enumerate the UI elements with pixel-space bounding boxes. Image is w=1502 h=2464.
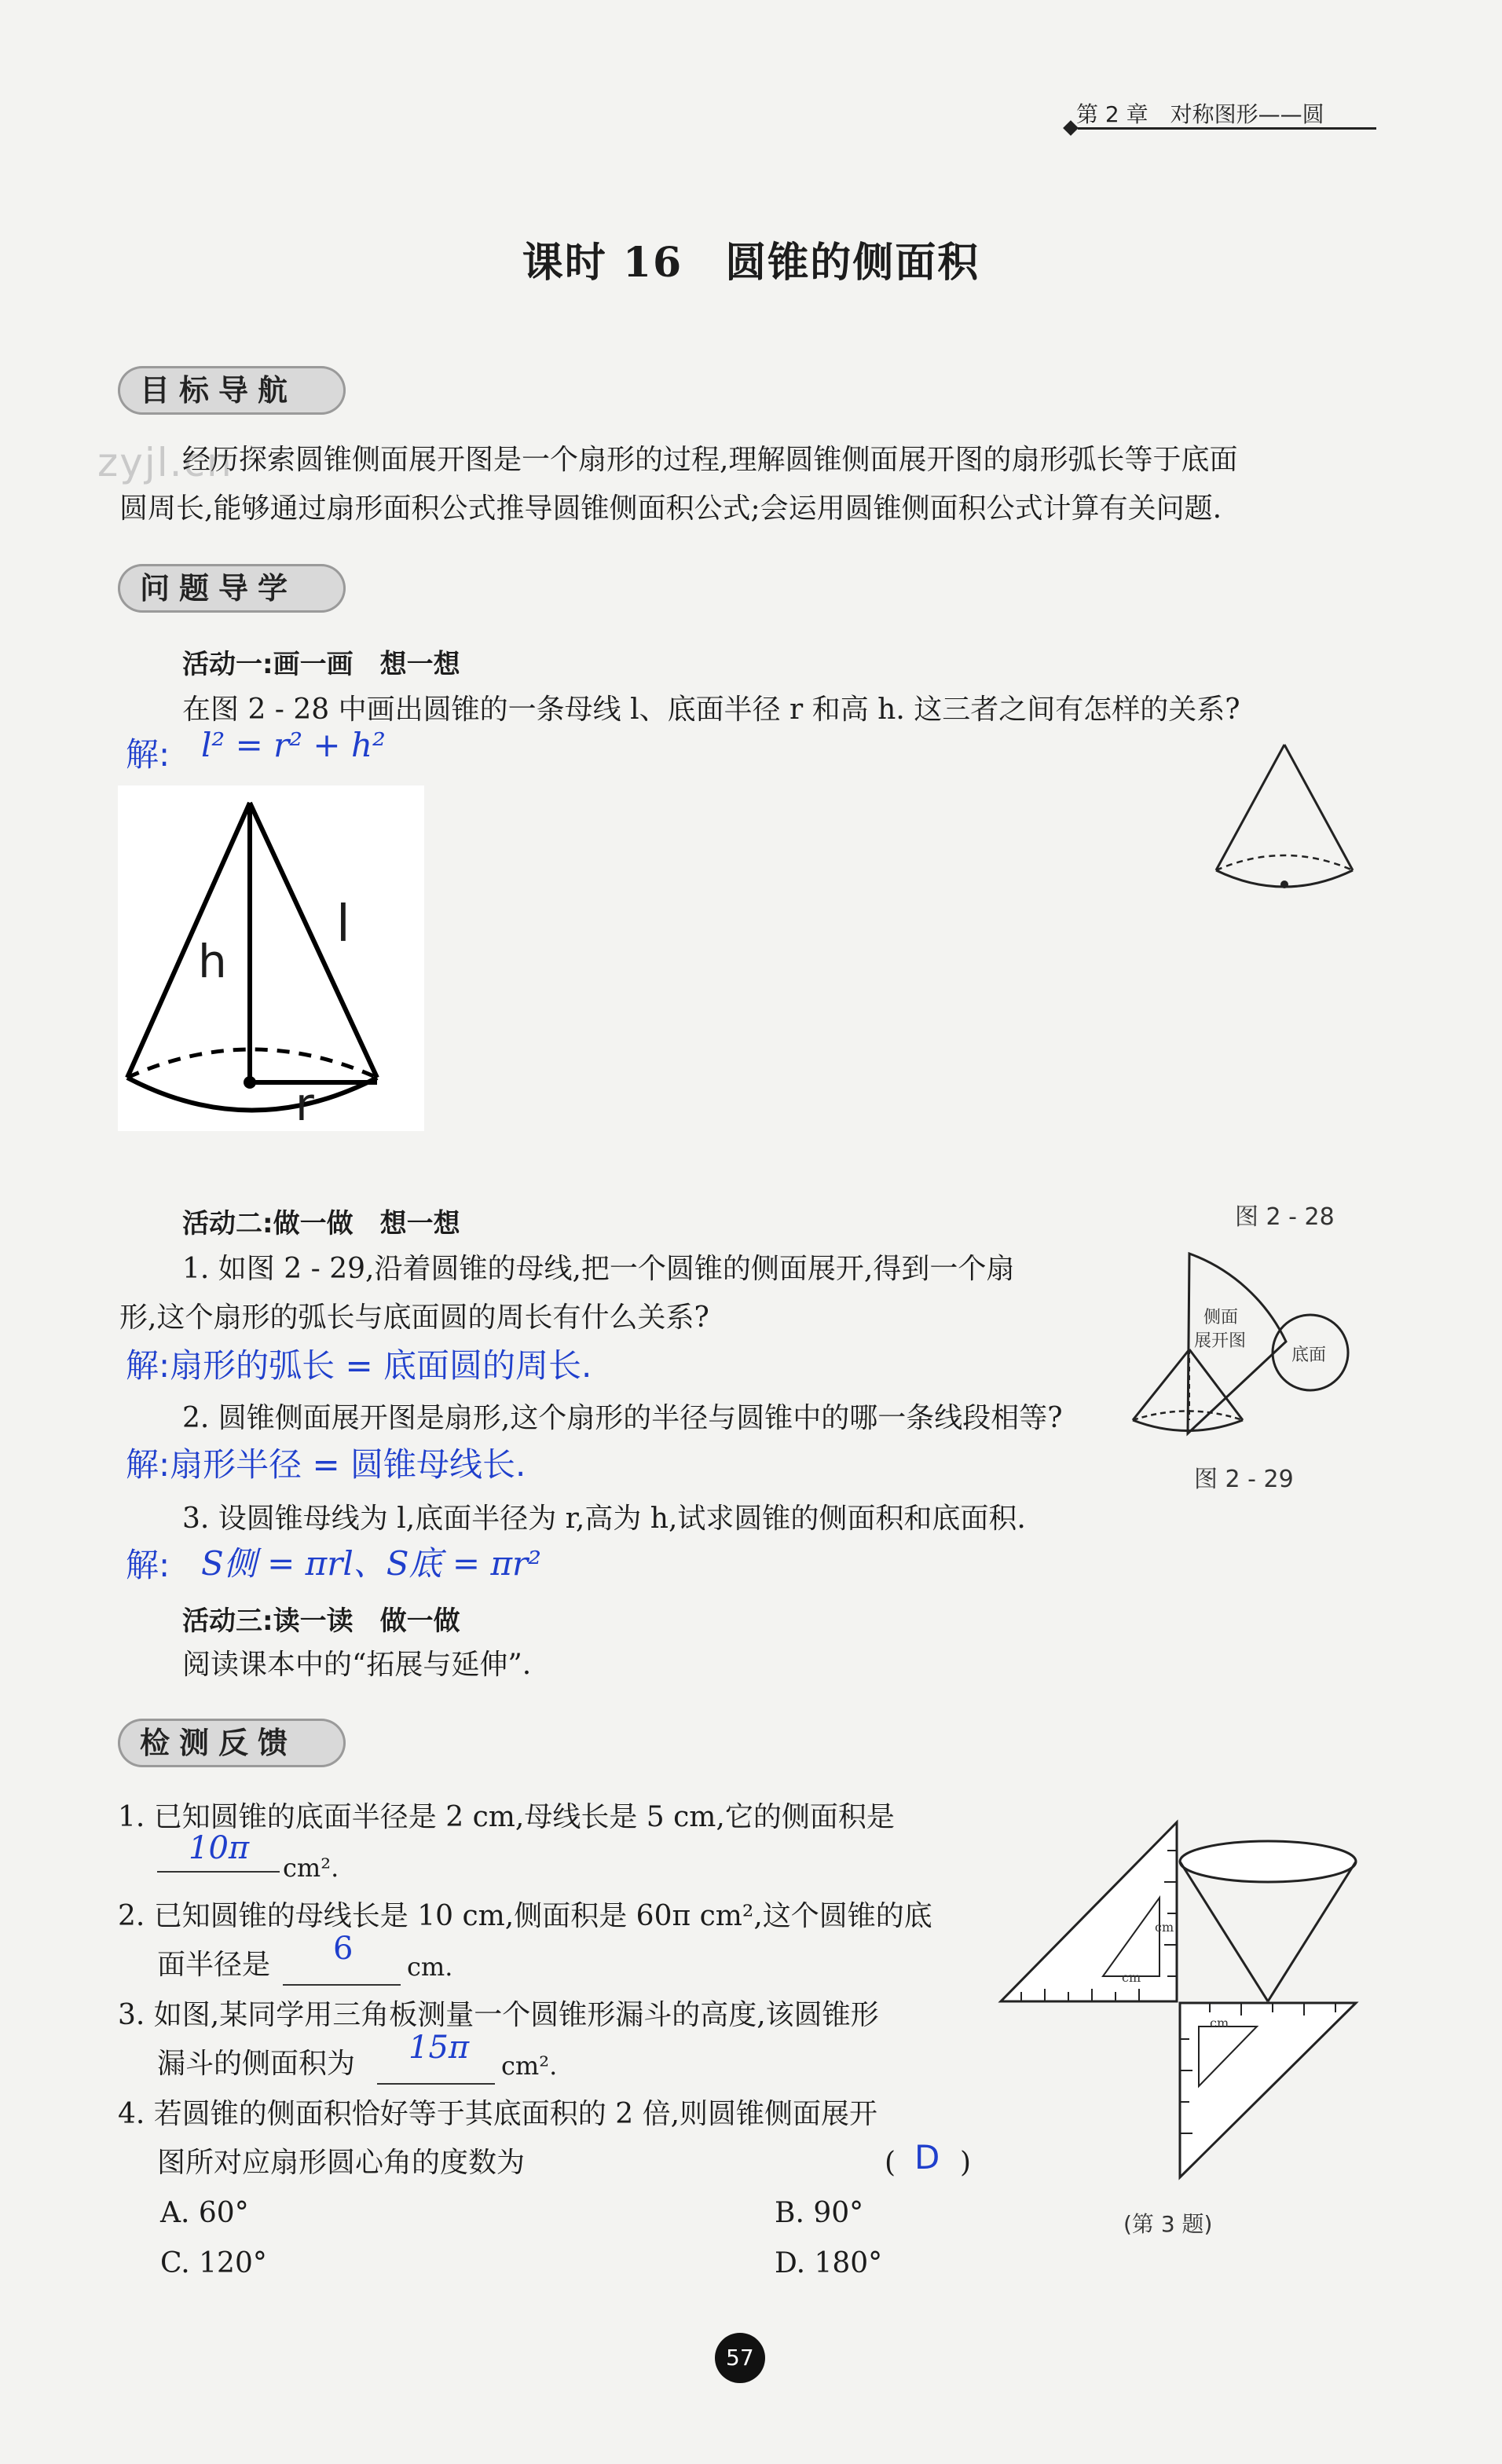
feedback-q3-unit: cm². bbox=[501, 2051, 558, 2081]
feedback-q1-answer: 10π bbox=[189, 1830, 250, 1866]
question-3-figure bbox=[998, 1819, 1359, 2180]
feedback-q4-text: 4. 若圆锥的侧面积恰好等于其底面积的 2 倍,则圆锥侧面展开 bbox=[118, 2098, 878, 2130]
goals-line-1: 经历探索圆锥侧面展开图是一个扇形的过程,理解圆锥侧面展开图的扇形弧长等于底面 bbox=[182, 444, 1238, 476]
sketch-label-r: r bbox=[295, 1078, 314, 1131]
feedback-q4-answer: D bbox=[914, 2138, 940, 2177]
figure-2-29-label-unfold: 展开图 bbox=[1194, 1331, 1247, 1351]
activity3-title: 活动三:读一读 做一做 bbox=[182, 1605, 460, 1637]
activity1-answer: l² = r² + h² bbox=[201, 726, 386, 764]
feedback-q3-text: 3. 如图,某同学用三角板测量一个圆锥形漏斗的高度,该圆锥形 bbox=[118, 1999, 879, 2031]
feedback-q4-paren-left: ( bbox=[885, 2147, 896, 2179]
watermark: zyjl.cn bbox=[97, 440, 233, 485]
ruler-label-cm-3: cm bbox=[1210, 2016, 1229, 2030]
feedback-q2-text: 2. 已知圆锥的母线长是 10 cm,侧面积是 60π cm²,这个圆锥的底 bbox=[118, 1900, 932, 1932]
feedback-q4-option-d: D. 180° bbox=[775, 2247, 883, 2279]
feedback-q2-text-b: 面半径是 bbox=[157, 1949, 271, 1981]
activity2-q2: 2. 圆锥侧面展开图是扇形,这个扇形的半径与圆锥中的哪一条线段相等? bbox=[182, 1402, 1063, 1434]
section-badge-goals: 目标导航 bbox=[118, 366, 346, 415]
feedback-q1-unit: cm². bbox=[283, 1853, 339, 1883]
activity2-answer-1: 解:扇形的弧长 = 底面圆的周长. bbox=[126, 1346, 592, 1385]
figure-2-29-label-base: 底面 bbox=[1291, 1345, 1327, 1365]
goals-line-2: 圆周长,能够通过扇形面积公式推导圆锥侧面积公式;会运用圆锥侧面积公式计算有关问题. bbox=[119, 492, 1222, 525]
section-badge-guide: 问题导学 bbox=[118, 564, 346, 613]
page-title: 课时 16 圆锥的侧面积 bbox=[522, 239, 980, 287]
feedback-q4-option-a: A. 60° bbox=[160, 2197, 249, 2229]
sketch-label-l: l bbox=[336, 895, 350, 954]
figure-2-28-caption: 图 2 - 28 bbox=[1235, 1203, 1335, 1231]
header-rule bbox=[1078, 127, 1376, 130]
ruler-label-cm-2: cm bbox=[1155, 1920, 1174, 1935]
feedback-q4-paren-right: ) bbox=[960, 2147, 972, 2179]
activity1-question: 在图 2 - 28 中画出圆锥的一条母线 l、底面半径 r 和高 h. 这三者之间有怎样的关系? bbox=[182, 694, 1240, 726]
feedback-q1-text: 1. 已知圆锥的底面半径是 2 cm,母线长是 5 cm,它的侧面积是 bbox=[118, 1801, 895, 1833]
feedback-q4-text-b: 图所对应扇形圆心角的度数为 bbox=[157, 2147, 526, 2179]
activity2-q1-line1: 1. 如图 2 - 29,沿着圆锥的母线,把一个圆锥的侧面展开,得到一个扇 bbox=[182, 1253, 1015, 1285]
feedback-q2-unit: cm. bbox=[407, 1952, 453, 1982]
feedback-q3-text-b: 漏斗的侧面积为 bbox=[157, 2048, 356, 2080]
figure-2-29-label-side: 侧面 bbox=[1203, 1308, 1239, 1327]
activity2-answer-2: 解:扇形半径 = 圆锥母线长. bbox=[126, 1445, 526, 1484]
activity2-title: 活动二:做一做 想一想 bbox=[182, 1208, 460, 1239]
activity2-answer-3-prefix: 解: bbox=[126, 1546, 170, 1584]
question-3-figure-caption: (第 3 题) bbox=[1123, 2211, 1213, 2237]
section-badge-feedback: 检测反馈 bbox=[118, 1719, 346, 1767]
feedback-q3-answer: 15π bbox=[408, 2030, 470, 2066]
cone-sketch bbox=[118, 785, 424, 1131]
figure-2-28-cone bbox=[1210, 738, 1359, 911]
activity2-q3: 3. 设圆锥母线为 l,底面半径为 r,高为 h,试求圆锥的侧面积和底面积. bbox=[182, 1503, 1026, 1535]
ruler-label-cm-1: cm bbox=[1122, 1970, 1141, 1985]
feedback-q4-option-b: B. 90° bbox=[775, 2197, 864, 2229]
page-number bbox=[705, 2323, 776, 2394]
feedback-q4-option-c: C. 120° bbox=[160, 2247, 267, 2279]
activity2-q1-line2: 形,这个扇形的弧长与底面圆的周长有什么关系? bbox=[119, 1302, 709, 1334]
figure-2-29-caption: 图 2 - 29 bbox=[1194, 1466, 1294, 1493]
chapter-header: 第 2 章 对称图形——圆 bbox=[1076, 101, 1324, 127]
activity1-answer-prefix: 解: bbox=[126, 735, 170, 774]
activity2-answer-3: S侧 = πrl、S底 = πr² bbox=[201, 1544, 541, 1583]
feedback-q2-answer: 6 bbox=[333, 1931, 354, 1967]
activity1-title: 活动一:画一画 想一想 bbox=[182, 649, 460, 680]
sketch-label-h: h bbox=[198, 935, 227, 988]
activity3-text: 阅读课本中的“拓展与延伸”. bbox=[182, 1649, 532, 1681]
page-number-text: 57 bbox=[726, 2344, 754, 2371]
